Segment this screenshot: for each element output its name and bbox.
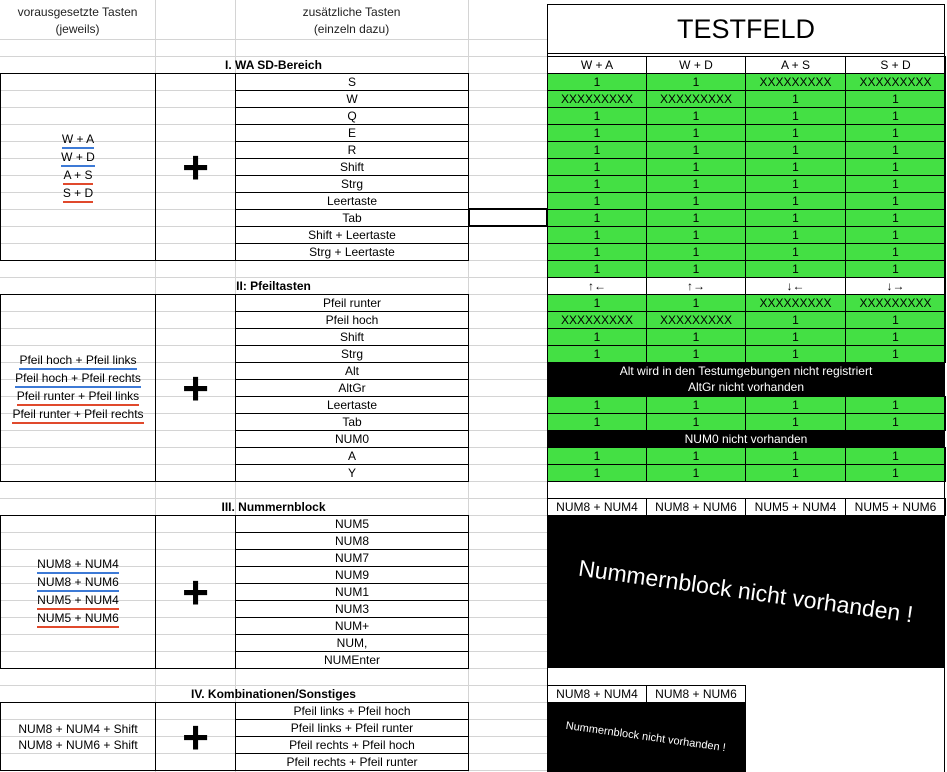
key-row <box>235 465 469 482</box>
key-row <box>235 125 469 142</box>
testfeld-col-header: W + A <box>547 56 647 74</box>
key-label: NUM, <box>336 636 368 650</box>
combo-message-box <box>547 702 745 772</box>
result-cell: XXXXXXXXX <box>845 73 946 91</box>
key-row <box>235 414 469 431</box>
key-label: NUM3 <box>334 602 369 616</box>
key-row <box>235 515 469 533</box>
key-label: NUM0 <box>334 432 369 446</box>
result-cell: 1 <box>547 192 647 210</box>
result-cell: 1 <box>547 328 647 346</box>
header-prereq-keys-sub: (jeweils) <box>55 22 100 36</box>
result-cell: 1 <box>547 158 647 176</box>
key-row <box>235 91 469 108</box>
key-label: Tab <box>342 211 362 225</box>
key-row <box>235 567 469 584</box>
altgr-message: AltGr nicht vorhanden <box>687 380 805 394</box>
key-label: A <box>347 449 356 463</box>
testfeld-col-header: NUM5 + NUM4 <box>745 498 846 516</box>
plus-box-3 <box>155 515 236 669</box>
result-cell: 1 <box>845 396 946 414</box>
key-row <box>235 329 469 346</box>
key-row <box>235 533 469 550</box>
key-label: Strg + Leertaste <box>309 245 395 259</box>
testfeld-col-header: S + D <box>845 56 946 74</box>
result-cell: XXXXXXXXX <box>547 311 647 329</box>
combo-label: W + A <box>62 131 94 149</box>
result-cell: 1 <box>646 141 746 159</box>
result-cell: 1 <box>845 192 946 210</box>
selected-cell[interactable] <box>468 208 548 227</box>
result-cell: 1 <box>845 124 946 142</box>
result-cell: 1 <box>547 141 647 159</box>
key-label: E <box>347 126 356 140</box>
result-cell: 1 <box>646 158 746 176</box>
combo-box-2 <box>0 294 156 482</box>
key-row <box>235 380 469 397</box>
combo-label: NUM5 + NUM6 <box>37 610 119 628</box>
combo-label: Pfeil hoch + Pfeil rechts <box>15 370 141 388</box>
result-cell: 1 <box>646 209 746 227</box>
section-title-2: II: Pfeiltasten <box>236 278 311 293</box>
key-row <box>235 210 469 227</box>
testfeld-col-header: ↓→ <box>845 277 946 295</box>
key-label: Shift + Leertaste <box>308 228 396 242</box>
result-cell: 1 <box>646 345 746 363</box>
result-cell: 1 <box>845 158 946 176</box>
result-cell: XXXXXXXXX <box>745 73 846 91</box>
key-label: Pfeil links + Pfeil runter <box>290 721 414 735</box>
result-cell: 1 <box>646 124 746 142</box>
result-cell: 1 <box>745 124 846 142</box>
alt-message-box <box>547 362 945 396</box>
result-cell: XXXXXXXXX <box>547 90 647 108</box>
combo-label: Pfeil hoch + Pfeil links <box>19 352 136 370</box>
result-cell: 1 <box>845 209 946 227</box>
result-cell: 1 <box>547 209 647 227</box>
combo-box-3 <box>0 515 156 669</box>
header-extra-keys-sub: (einzeln dazu) <box>313 22 390 36</box>
combo-label: Pfeil runter + Pfeil links <box>17 388 139 406</box>
key-label: Pfeil hoch <box>325 313 379 327</box>
result-cell: 1 <box>646 192 746 210</box>
combo-label: NUM5 + NUM4 <box>37 592 119 610</box>
result-cell: 1 <box>745 464 846 482</box>
combo-label: NUM8 + NUM4 + Shift <box>18 721 138 736</box>
num0-message: NUM0 nicht vorhanden <box>547 430 945 447</box>
result-cell: 1 <box>646 107 746 125</box>
key-row <box>235 737 469 754</box>
combo-box-1 <box>0 73 156 261</box>
result-cell: 1 <box>745 141 846 159</box>
key-row <box>235 754 469 771</box>
result-cell: 1 <box>745 328 846 346</box>
key-label: Strg <box>340 177 363 191</box>
key-label: Pfeil rechts + Pfeil hoch <box>289 738 415 752</box>
result-cell: 1 <box>547 175 647 193</box>
result-cell: 1 <box>745 90 846 108</box>
result-cell: 1 <box>646 447 746 465</box>
key-row <box>235 652 469 669</box>
key-row <box>235 702 469 720</box>
result-cell: 1 <box>845 260 946 278</box>
numpad-message: Nummernblock nicht vorhanden ! <box>577 554 915 628</box>
combo-label: NUM8 + NUM6 <box>37 574 119 592</box>
result-cell: 1 <box>646 464 746 482</box>
key-row <box>235 550 469 567</box>
result-cell: 1 <box>745 413 846 431</box>
result-cell: 1 <box>646 396 746 414</box>
result-cell: 1 <box>845 413 946 431</box>
result-cell: 1 <box>745 311 846 329</box>
empty-region <box>745 685 945 772</box>
plus-sign: + <box>182 566 209 618</box>
result-cell: 1 <box>547 345 647 363</box>
result-cell: 1 <box>745 192 846 210</box>
testfeld-col-header: ↑→ <box>646 277 746 295</box>
combo-label: A + S <box>63 167 92 185</box>
plus-box-2 <box>155 294 236 482</box>
section-title-3: III. Nummernblock <box>221 499 326 514</box>
result-cell: 1 <box>745 243 846 261</box>
result-cell: 1 <box>845 90 946 108</box>
result-cell: 1 <box>646 413 746 431</box>
key-row <box>235 618 469 635</box>
key-label: Shift <box>339 160 364 174</box>
key-label: NUM7 <box>334 551 369 565</box>
key-row <box>235 159 469 176</box>
result-cell: 1 <box>646 73 746 91</box>
key-label: NUM9 <box>334 568 369 582</box>
result-cell: 1 <box>745 209 846 227</box>
result-cell: 1 <box>845 345 946 363</box>
result-cell: 1 <box>845 226 946 244</box>
key-label: Q <box>347 109 357 123</box>
result-cell: 1 <box>547 73 647 91</box>
result-cell: 1 <box>845 243 946 261</box>
combo-label: NUM8 + NUM4 <box>37 556 119 574</box>
result-cell: 1 <box>745 447 846 465</box>
key-label: Leertaste <box>326 194 378 208</box>
key-label: W <box>346 92 358 106</box>
result-cell: 1 <box>745 226 846 244</box>
result-cell: 1 <box>646 175 746 193</box>
combo-label: S + D <box>63 185 93 203</box>
result-cell: 1 <box>547 107 647 125</box>
testfeld-col-header: NUM5 + NUM6 <box>845 498 946 516</box>
result-cell: 1 <box>745 175 846 193</box>
result-cell: 1 <box>547 464 647 482</box>
result-cell: XXXXXXXXX <box>845 294 946 312</box>
result-cell: 1 <box>646 294 746 312</box>
combo-label: Pfeil runter + Pfeil rechts <box>12 406 143 424</box>
result-cell: 1 <box>547 260 647 278</box>
result-cell: 1 <box>845 141 946 159</box>
combo-message: Nummernblock nicht vorhanden ! <box>565 719 727 755</box>
result-cell: 1 <box>646 226 746 244</box>
combo-box-4 <box>0 702 156 771</box>
result-cell: 1 <box>547 396 647 414</box>
plus-sign: + <box>182 141 209 193</box>
result-cell: 1 <box>845 447 946 465</box>
combo-label: NUM8 + NUM6 + Shift <box>18 737 138 752</box>
key-row <box>235 363 469 380</box>
testfeld-title: TESTFELD <box>547 4 945 54</box>
plus-sign: + <box>182 710 209 763</box>
result-cell: 1 <box>646 243 746 261</box>
key-row <box>235 193 469 210</box>
result-cell: XXXXXXXXX <box>646 90 746 108</box>
result-cell: 1 <box>547 294 647 312</box>
key-label: R <box>347 143 357 157</box>
testfeld-col-header: W + D <box>646 56 746 74</box>
key-label: Shift <box>339 330 364 344</box>
header-extra-keys: zusätzliche Tasten <box>302 5 401 19</box>
plus-box-4 <box>155 702 236 771</box>
combo-label: W + D <box>61 149 95 167</box>
plus-box-1 <box>155 73 236 261</box>
testfeld-col-header: NUM8 + NUM6 <box>646 498 746 516</box>
key-label: Pfeil runter <box>322 296 382 310</box>
key-row <box>235 108 469 125</box>
key-label: Leertaste <box>326 398 378 412</box>
key-label: NUMEnter <box>323 653 380 667</box>
result-cell: 1 <box>745 158 846 176</box>
key-label: Strg <box>340 347 363 361</box>
key-row <box>235 142 469 159</box>
key-row <box>235 176 469 193</box>
result-cell: 1 <box>646 260 746 278</box>
result-cell: 1 <box>547 124 647 142</box>
result-cell: XXXXXXXXX <box>646 311 746 329</box>
testfeld-col-header: A + S <box>745 56 846 74</box>
key-row <box>235 397 469 414</box>
alt-message: Alt wird in den Testumgebungen nicht registriert <box>619 364 873 378</box>
testfeld-col-header: NUM8 + NUM6 <box>646 685 746 703</box>
plus-sign: + <box>182 362 209 414</box>
key-label: Alt <box>344 364 359 378</box>
key-label: NUM8 <box>334 534 369 548</box>
result-cell: 1 <box>547 243 647 261</box>
grid-line <box>0 39 547 40</box>
result-cell: 1 <box>745 107 846 125</box>
key-row <box>235 312 469 329</box>
section-title-1: I. WA SD-Bereich <box>225 57 322 72</box>
result-cell: 1 <box>547 413 647 431</box>
key-label: Pfeil rechts + Pfeil runter <box>286 755 418 769</box>
header-prereq-keys: vorausgesetzte Tasten <box>17 5 138 19</box>
key-row <box>235 601 469 618</box>
testfeld-col-header: ↓← <box>745 277 846 295</box>
key-row <box>235 431 469 448</box>
testfeld-col-header: NUM8 + NUM4 <box>547 498 647 516</box>
key-label: AltGr <box>338 381 366 395</box>
result-cell: 1 <box>646 328 746 346</box>
result-cell: 1 <box>845 107 946 125</box>
key-row <box>235 73 469 91</box>
result-cell: 1 <box>547 226 647 244</box>
key-row <box>235 244 469 261</box>
key-label: Pfeil links + Pfeil hoch <box>293 704 411 718</box>
key-label: Y <box>347 466 356 480</box>
key-row <box>235 294 469 312</box>
key-row <box>235 635 469 652</box>
key-label: NUM+ <box>334 619 370 633</box>
key-row <box>235 584 469 601</box>
result-cell: 1 <box>845 464 946 482</box>
result-cell: 1 <box>745 345 846 363</box>
result-cell: 1 <box>845 175 946 193</box>
result-cell: 1 <box>745 260 846 278</box>
key-label: NUM5 <box>334 517 369 531</box>
testfeld-col-header: ↑← <box>547 277 647 295</box>
result-cell: XXXXXXXXX <box>745 294 846 312</box>
key-label: Tab <box>342 415 362 429</box>
key-row <box>235 227 469 244</box>
testfeld-col-header: NUM8 + NUM4 <box>547 685 647 703</box>
result-cell: 1 <box>547 447 647 465</box>
key-row <box>235 448 469 465</box>
key-row <box>235 720 469 737</box>
result-cell: 1 <box>845 328 946 346</box>
result-cell: 1 <box>745 396 846 414</box>
result-cell: 1 <box>845 311 946 329</box>
key-label: NUM1 <box>334 585 369 599</box>
numpad-message-box <box>547 515 945 668</box>
section-title-4: IV. Kombinationen/Sonstiges <box>191 686 356 701</box>
key-row <box>235 346 469 363</box>
key-label: S <box>347 75 356 89</box>
